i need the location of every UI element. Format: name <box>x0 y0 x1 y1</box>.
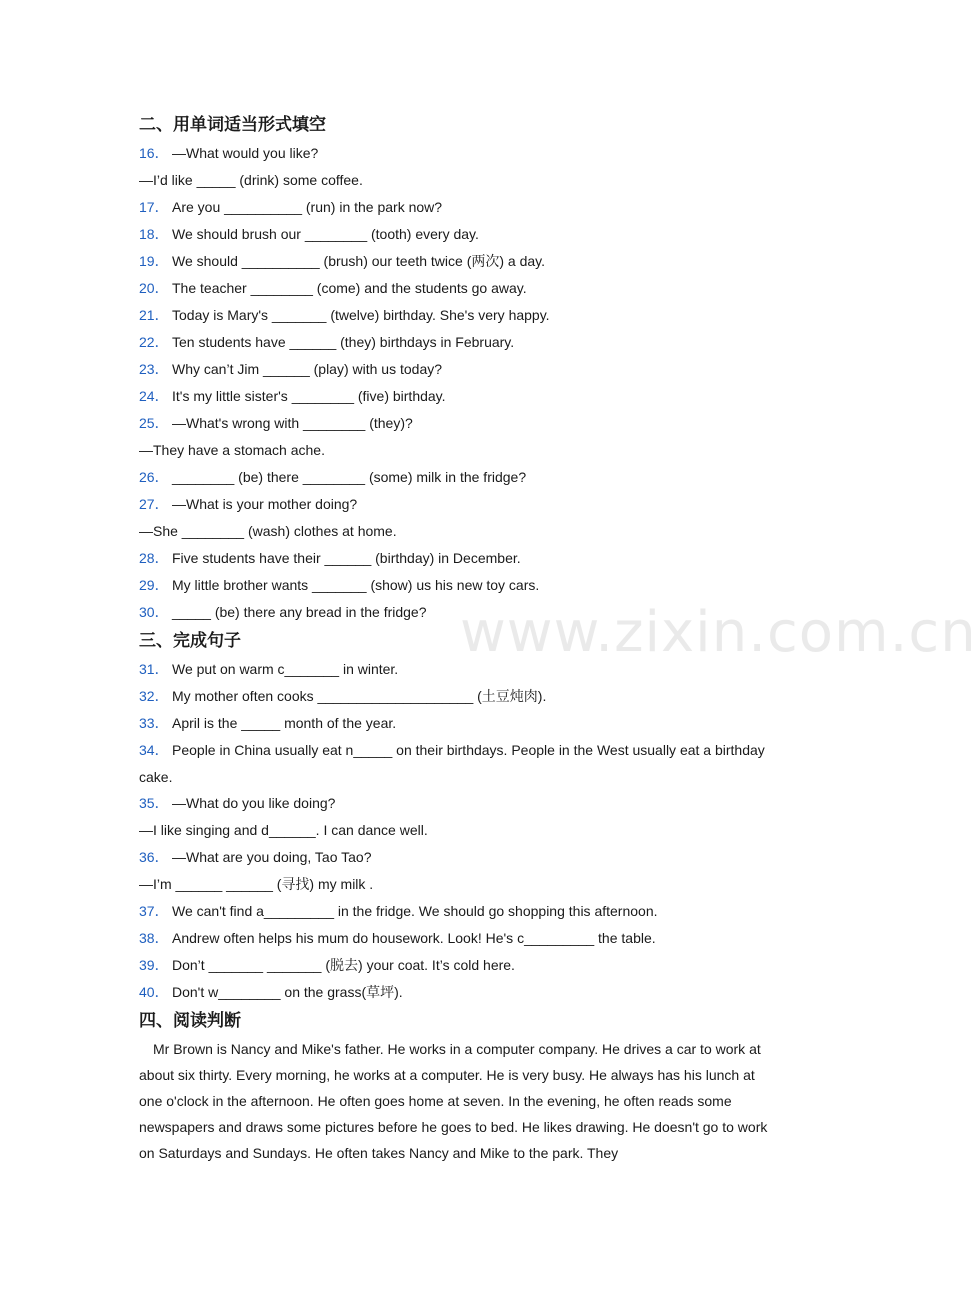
question-line <box>139 871 779 898</box>
question-number: 20． <box>139 280 169 296</box>
question-line <box>139 817 779 844</box>
section-heading-complete-sentences: 三、完成句子 <box>139 631 241 651</box>
question-text: Why can’t Jim ______ (play) with us today? <box>172 361 443 377</box>
question-number: 23． <box>139 361 169 377</box>
question-text: Five students have their ______ (birthday) in December. <box>172 550 521 566</box>
question-text: —What are you doing, Tao Tao? <box>172 849 372 865</box>
question-text: Don’t _______ _______ (脱去) your coat. It’s cold here. <box>172 957 515 973</box>
question-line <box>139 329 779 356</box>
question-line <box>139 683 779 710</box>
question-line <box>139 545 779 572</box>
reading-passage: Mr Brown is Nancy and Mike's father. He works in a computer company. He drives a car to work at about six thirty. Every morning, he works at a computer. He is very busy. He always has his lunch at one o'clock in the afternoon. He often goes home at seven. In the evening, he often reads some newspapers and draws some pictures before he goes to bed. He likes drawing. He doesn't go to work on Saturdays and Sundays. He often takes Nancy and Mike to the park. They <box>139 1041 768 1161</box>
question-text: —I’m ______ ______ (寻找) my milk . <box>139 876 374 892</box>
question-text: My mother often cooks ____________________ (土豆炖肉). <box>172 688 547 704</box>
question-text: We put on warm c_______ in winter. <box>172 661 399 677</box>
question-line <box>139 248 779 275</box>
question-number: 33． <box>139 715 169 731</box>
question-text: ________ (be) there ________ (some) milk in the fridge? <box>172 469 527 485</box>
question-list-fill-blanks <box>139 140 779 626</box>
question-line <box>139 572 779 599</box>
question-text: The teacher ________ (come) and the students go away. <box>172 280 527 296</box>
question-line <box>139 221 779 248</box>
question-text: Don't w________ on the grass(草坪). <box>172 984 403 1000</box>
question-text: April is the _____ month of the year. <box>172 715 397 731</box>
question-text: —They have a stomach ache. <box>139 442 325 458</box>
question-line <box>139 383 779 410</box>
question-text: Today is Mary's _______ (twelve) birthday. She's very happy. <box>172 307 550 323</box>
question-number: 34． <box>139 742 169 758</box>
question-number: 35． <box>139 795 169 811</box>
question-line <box>139 437 779 464</box>
question-text: —I like singing and d______. I can dance well. <box>139 822 428 838</box>
question-line <box>139 518 779 545</box>
question-line <box>139 925 779 952</box>
question-number: 22． <box>139 334 169 350</box>
question-number: 40． <box>139 984 169 1000</box>
question-line <box>139 140 779 167</box>
question-number: 27． <box>139 496 169 512</box>
question-text: —She ________ (wash) clothes at home. <box>139 523 397 539</box>
section-heading-fill-blanks: 二、用单词适当形式填空 <box>139 115 326 135</box>
question-number: 32． <box>139 688 169 704</box>
watermark: www.zixin.com.cn <box>460 600 977 665</box>
question-number: 38． <box>139 930 169 946</box>
question-text: —What do you like doing? <box>172 795 336 811</box>
question-text: We should brush our ________ (tooth) every day. <box>172 226 479 242</box>
question-number: 24． <box>139 388 169 404</box>
question-number: 36． <box>139 849 169 865</box>
question-text: We should __________ (brush) our teeth twice (两次) a day. <box>172 253 546 269</box>
question-line <box>139 356 779 383</box>
question-line <box>139 194 779 221</box>
question-text: Are you __________ (run) in the park now? <box>172 199 443 215</box>
question-text: Andrew often helps his mum do housework. Look! He's c_________ the table. <box>172 930 656 946</box>
question-number: 19． <box>139 253 169 269</box>
question-text: —What's wrong with ________ (they)? <box>172 415 413 431</box>
question-number: 21． <box>139 307 169 323</box>
question-list-complete-sentences <box>139 656 779 1006</box>
question-text: People in China usually eat n_____ on their birthdays. People in the West usually eat a birthday cake. <box>139 742 765 785</box>
question-number: 29． <box>139 577 169 593</box>
question-number: 39． <box>139 957 169 973</box>
question-text: My little brother wants _______ (show) us his new toy cars. <box>172 577 540 593</box>
question-number: 37． <box>139 903 169 919</box>
question-text: —I’d like _____ (drink) some coffee. <box>139 172 363 188</box>
question-number: 25． <box>139 415 169 431</box>
question-line <box>139 898 779 925</box>
question-line <box>139 275 779 302</box>
question-number: 16． <box>139 145 169 161</box>
question-line <box>139 410 779 437</box>
question-number: 31． <box>139 661 169 677</box>
question-number: 30． <box>139 604 169 620</box>
question-line <box>139 464 779 491</box>
question-line <box>139 302 779 329</box>
question-line <box>139 844 779 871</box>
question-text: —What would you like? <box>172 145 319 161</box>
question-line <box>139 737 779 790</box>
question-number: 28． <box>139 550 169 566</box>
question-number: 26． <box>139 469 169 485</box>
question-line <box>139 979 779 1006</box>
question-line <box>139 491 779 518</box>
question-text: _____ (be) there any bread in the fridge? <box>172 604 427 620</box>
question-text: We can't find a_________ in the fridge. We should go shopping this afternoon. <box>172 903 658 919</box>
question-number: 18． <box>139 226 169 242</box>
question-text: It's my little sister's ________ (five) birthday. <box>172 388 446 404</box>
question-line <box>139 790 779 817</box>
question-number: 17． <box>139 199 169 215</box>
section-heading-reading: 四、阅读判断 <box>139 1011 241 1031</box>
question-text: Ten students have ______ (they) birthdays in February. <box>172 334 515 350</box>
question-line <box>139 952 779 979</box>
question-text: —What is your mother doing? <box>172 496 358 512</box>
question-line <box>139 710 779 737</box>
question-line <box>139 167 779 194</box>
